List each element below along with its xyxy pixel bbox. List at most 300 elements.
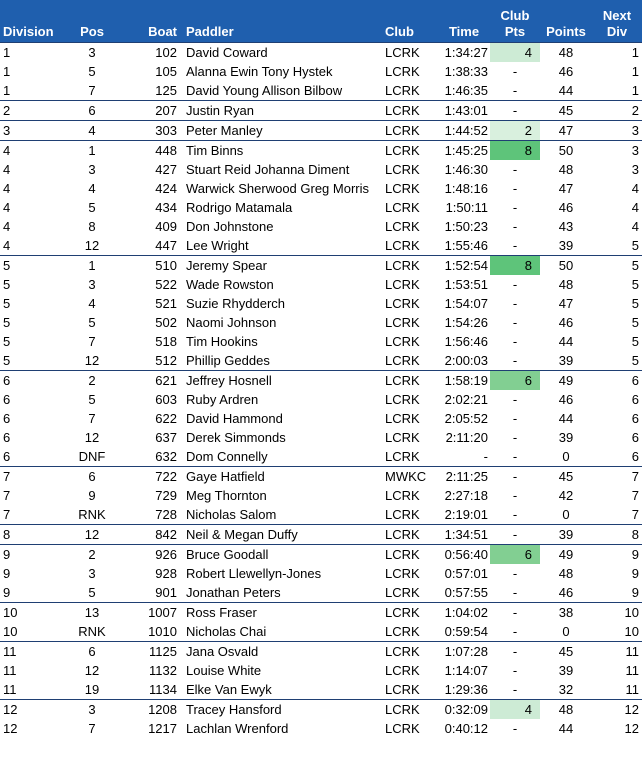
header-row (0, 0, 642, 43)
cell-pos: 12 (62, 525, 122, 545)
cell-pos: 4 (88, 296, 96, 311)
cell-club: LCRK (385, 181, 420, 196)
cell-division: 5 (3, 315, 11, 330)
table-row (0, 486, 642, 505)
cell-pos: 3 (62, 43, 122, 63)
cell-boat: 434 (155, 200, 177, 215)
cell-time: 0:57:01 (444, 566, 488, 581)
cell-next-div: 9 (631, 566, 639, 581)
cell-boat: 1132 (149, 663, 177, 678)
cell-club: LCRK (385, 315, 420, 330)
table-row (0, 275, 642, 294)
table-row (0, 680, 642, 700)
cell-next-div: 7 (631, 488, 639, 503)
cell-time: 1:34:27 (438, 43, 490, 63)
cell-time: 1:46:30 (444, 162, 488, 177)
cell-division: 5 (3, 334, 11, 349)
cell-paddler: Phillip Geddes (186, 353, 270, 368)
header-club: Club (385, 24, 414, 39)
cell-points: 45 (540, 101, 592, 121)
table-row (0, 294, 642, 313)
cell-division: 4 (3, 162, 11, 177)
cell-next-div: 1 (592, 43, 642, 63)
cell-time: - (483, 449, 488, 464)
cell-points: 47 (540, 121, 592, 141)
cell-next-div: 7 (631, 507, 639, 522)
cell-club: LCRK (385, 392, 420, 407)
cell-paddler: David Coward (180, 43, 382, 63)
cell-pos: 12 (84, 663, 100, 678)
cell-boat: 1007 (122, 603, 180, 623)
cell-time: 1:54:26 (444, 315, 488, 330)
cell-pos: 6 (62, 101, 122, 121)
cell-next-div: 3 (592, 121, 642, 141)
cell-pos: 4 (88, 181, 96, 196)
cell-points: 46 (558, 200, 574, 215)
cell-time: 1:44:52 (438, 121, 490, 141)
cell-division: 2 (0, 101, 62, 121)
cell-club: LCRK (385, 64, 420, 79)
cell-club-pts: - (512, 64, 518, 79)
cell-time: 1:53:51 (444, 277, 488, 292)
cell-pos: 3 (88, 277, 96, 292)
cell-pos: 12 (84, 353, 100, 368)
cell-pos: 5 (88, 200, 96, 215)
cell-paddler: Bruce Goodall (180, 545, 382, 565)
cell-time: 1:04:02 (438, 603, 490, 623)
cell-paddler: Jonathan Peters (186, 585, 281, 600)
cell-boat: 447 (155, 238, 177, 253)
cell-division: 5 (3, 296, 11, 311)
cell-paddler: Jeremy Spear (180, 256, 382, 276)
cell-club-pts: - (512, 663, 518, 678)
cell-points: 49 (540, 371, 592, 391)
cell-time: 2:05:52 (444, 411, 488, 426)
table-row (0, 661, 642, 680)
table-row (0, 505, 642, 525)
cell-points: 39 (558, 430, 574, 445)
cell-boat: 510 (122, 256, 180, 276)
cell-time: 2:11:25 (438, 467, 490, 487)
cell-division: 6 (3, 449, 11, 464)
table-row (0, 62, 642, 81)
cell-points: 39 (540, 525, 592, 545)
table-row (0, 313, 642, 332)
cell-boat: 518 (155, 334, 177, 349)
cell-paddler: Derek Simmonds (186, 430, 286, 445)
cell-paddler: Elke Van Ewyk (186, 682, 272, 697)
cell-club: LCRK (385, 219, 420, 234)
cell-boat: 622 (155, 411, 177, 426)
cell-next-div: 4 (631, 181, 639, 196)
cell-pos: 1 (62, 256, 122, 276)
cell-club-pts: - (512, 181, 518, 196)
cell-division: 7 (3, 507, 11, 522)
cell-pos: 6 (62, 467, 122, 487)
cell-paddler: Meg Thornton (186, 488, 267, 503)
cell-division: 11 (0, 642, 62, 662)
cell-club-pts: - (512, 200, 518, 215)
header-pos: Pos (80, 24, 104, 39)
table-row (0, 447, 642, 467)
cell-division: 5 (0, 256, 62, 276)
cell-boat: 603 (155, 392, 177, 407)
cell-time: 1:50:11 (445, 200, 488, 215)
cell-division: 6 (0, 371, 62, 391)
cell-pos: 7 (88, 721, 96, 736)
cell-club-pts: 8 (490, 256, 540, 276)
cell-club: LCRK (385, 430, 420, 445)
cell-boat: 637 (155, 430, 177, 445)
cell-next-div: 11 (625, 663, 639, 678)
header-points: Points (546, 24, 586, 39)
cell-points: 48 (558, 162, 574, 177)
cell-pos: 12 (84, 430, 100, 445)
cell-pos: 7 (88, 411, 96, 426)
cell-paddler: Lachlan Wrenford (186, 721, 289, 736)
cell-points: 38 (540, 603, 592, 623)
cell-paddler: Don Johnstone (186, 219, 274, 234)
cell-boat: 842 (122, 525, 180, 545)
cell-paddler: Ruby Ardren (186, 392, 259, 407)
cell-paddler: Warwick Sherwood Greg Morris (186, 181, 370, 196)
cell-time: 1:07:28 (438, 642, 490, 662)
cell-paddler: Robert Llewellyn-Jones (186, 566, 322, 581)
cell-points: 47 (558, 296, 574, 311)
cell-pos: 13 (62, 603, 122, 623)
table-row (0, 371, 642, 391)
cell-boat: 424 (155, 181, 177, 196)
cell-pos: 5 (88, 585, 96, 600)
table-row (0, 390, 642, 409)
cell-club-pts: - (512, 721, 518, 736)
cell-points: 0 (562, 449, 570, 464)
cell-paddler: Stuart Reid Johanna Diment (186, 162, 350, 177)
cell-pos: 4 (62, 121, 122, 141)
cell-club-pts: - (512, 430, 518, 445)
cell-club: LCRK (385, 411, 420, 426)
cell-paddler: Alanna Ewin Tony Hystek (186, 64, 333, 79)
cell-club: LCRK (385, 566, 420, 581)
cell-division: 9 (3, 585, 11, 600)
cell-time: 1:14:07 (444, 663, 488, 678)
header-paddler: Paddler (186, 24, 234, 39)
cell-boat: 502 (155, 315, 177, 330)
cell-boat: 303 (122, 121, 180, 141)
cell-pos: 7 (88, 83, 96, 98)
cell-points: 39 (558, 663, 574, 678)
cell-paddler: Nicholas Chai (186, 624, 267, 639)
cell-next-div: 12 (624, 721, 639, 736)
cell-division: 1 (3, 83, 11, 98)
cell-pos: RNK (78, 624, 106, 639)
table-row (0, 217, 642, 236)
table-row (0, 351, 642, 371)
cell-boat: 729 (155, 488, 177, 503)
cell-division: 12 (0, 700, 62, 720)
cell-next-div: 6 (631, 430, 639, 445)
cell-time: 2:00:03 (444, 353, 488, 368)
cell-club-pts: - (512, 334, 518, 349)
cell-next-div: 10 (624, 624, 639, 639)
cell-division: 8 (0, 525, 62, 545)
cell-club: LCRK (385, 83, 420, 98)
cell-pos: 19 (84, 682, 100, 697)
cell-club: LCRK (385, 585, 420, 600)
cell-points: 48 (540, 700, 592, 720)
cell-club-pts: - (512, 277, 518, 292)
cell-club: LCRK (385, 200, 420, 215)
cell-club: LCRK (385, 238, 420, 253)
cell-points: 48 (540, 43, 592, 63)
cell-division: 4 (0, 141, 62, 161)
cell-club-pts: 8 (490, 141, 540, 161)
cell-next-div: 11 (625, 682, 639, 697)
cell-time: 2:27:18 (444, 488, 488, 503)
cell-next-div: 4 (631, 219, 639, 234)
cell-pos: 8 (88, 219, 96, 234)
cell-boat: 512 (155, 353, 177, 368)
cell-club-pts: - (490, 642, 540, 662)
table-row (0, 81, 642, 101)
cell-division: 4 (3, 238, 11, 253)
cell-time: 1:52:54 (438, 256, 490, 276)
cell-paddler: Rodrigo Matamala (186, 200, 293, 215)
cell-division: 12 (3, 721, 18, 736)
cell-pos: 5 (88, 392, 96, 407)
table-row (0, 583, 642, 603)
cell-pos: 2 (62, 545, 122, 565)
cell-club: MWKC (382, 467, 438, 487)
cell-paddler: Naomi Johnson (186, 315, 277, 330)
cell-points: 0 (562, 624, 570, 639)
cell-club: LCRK (385, 663, 420, 678)
cell-pos: 3 (88, 566, 96, 581)
cell-pos: 6 (62, 642, 122, 662)
cell-club: LCRK (382, 256, 438, 276)
cell-next-div: 5 (631, 238, 639, 253)
cell-club: LCRK (382, 101, 438, 121)
cell-time: 1:58:19 (438, 371, 490, 391)
cell-time: 1:46:35 (444, 83, 488, 98)
cell-time: 2:11:20 (445, 430, 488, 445)
cell-time: 0:32:09 (438, 700, 490, 720)
cell-boat: 722 (122, 467, 180, 487)
cell-paddler: Wade Rowston (186, 277, 274, 292)
cell-next-div: 5 (631, 334, 639, 349)
cell-club-pts: - (512, 682, 518, 697)
cell-points: 44 (558, 721, 574, 736)
table-row (0, 332, 642, 351)
cell-next-div: 5 (631, 353, 639, 368)
table-row (0, 141, 642, 161)
cell-club-pts: - (490, 603, 540, 623)
table-row (0, 236, 642, 256)
table-row (0, 101, 642, 121)
cell-next-div: 5 (631, 277, 639, 292)
cell-points: 39 (558, 238, 574, 253)
cell-boat: 928 (155, 566, 177, 581)
cell-division: 9 (0, 545, 62, 565)
table-row (0, 160, 642, 179)
cell-points: 44 (558, 334, 574, 349)
cell-next-div: 9 (592, 545, 642, 565)
cell-boat: 427 (155, 162, 177, 177)
cell-boat: 522 (155, 277, 177, 292)
cell-club-pts: - (512, 507, 518, 522)
cell-paddler: Tim Binns (180, 141, 382, 161)
table-row (0, 256, 642, 276)
cell-club: LCRK (382, 525, 438, 545)
header-club-pts (490, 0, 540, 43)
cell-next-div: 5 (592, 256, 642, 276)
cell-club: LCRK (385, 334, 420, 349)
cell-points: 46 (558, 64, 574, 79)
cell-points: 45 (540, 467, 592, 487)
cell-points: 44 (558, 83, 574, 98)
cell-club-pts: - (512, 219, 518, 234)
cell-boat: 125 (155, 83, 177, 98)
cell-club: LCRK (382, 545, 438, 565)
cell-time: 2:02:21 (444, 392, 488, 407)
cell-club-pts: - (512, 585, 518, 600)
cell-pos: 5 (88, 64, 96, 79)
cell-division: 9 (3, 566, 11, 581)
cell-club: LCRK (385, 488, 420, 503)
cell-time: 1:45:25 (438, 141, 490, 161)
cell-boat: 728 (155, 507, 177, 522)
cell-next-div: 1 (631, 83, 639, 98)
cell-time: 1:50:23 (444, 219, 488, 234)
cell-next-div: 4 (631, 200, 639, 215)
cell-time: 0:57:55 (444, 585, 488, 600)
cell-next-div: 8 (592, 525, 642, 545)
cell-next-div: 6 (631, 392, 639, 407)
cell-boat: 1134 (149, 682, 177, 697)
cell-boat: 105 (155, 64, 177, 79)
cell-paddler: Tim Hookins (186, 334, 258, 349)
cell-club: LCRK (385, 353, 420, 368)
cell-club: LCRK (382, 642, 438, 662)
cell-time: 1:48:16 (444, 181, 488, 196)
cell-pos: DNF (78, 449, 106, 464)
cell-boat: 448 (122, 141, 180, 161)
table-row (0, 719, 642, 738)
table-row (0, 525, 642, 545)
cell-boat: 1125 (122, 642, 180, 662)
cell-time: 1:43:01 (438, 101, 490, 121)
cell-division: 5 (3, 353, 11, 368)
header-next-div-line1: Next (602, 8, 632, 23)
cell-club: LCRK (385, 162, 420, 177)
cell-pos: 2 (62, 371, 122, 391)
cell-boat: 207 (122, 101, 180, 121)
cell-club: LCRK (382, 43, 438, 63)
results-body (0, 43, 642, 739)
cell-paddler: Lee Wright (186, 238, 249, 253)
cell-club-pts: - (512, 296, 518, 311)
cell-points: 45 (540, 642, 592, 662)
cell-points: 49 (540, 545, 592, 565)
cell-boat: 926 (122, 545, 180, 565)
cell-points: 39 (558, 353, 574, 368)
cell-pos: 7 (88, 334, 96, 349)
cell-time: 1:56:46 (444, 334, 488, 349)
cell-club: LCRK (382, 141, 438, 161)
cell-club-pts: - (512, 449, 518, 464)
cell-club-pts: 4 (490, 43, 540, 63)
cell-time: 1:29:36 (444, 682, 488, 697)
cell-club: LCRK (385, 721, 420, 736)
table-row (0, 179, 642, 198)
header-club-pts-line1: Club (500, 8, 530, 23)
table-row (0, 603, 642, 623)
cell-time: 0:59:54 (444, 624, 488, 639)
cell-next-div: 3 (592, 141, 642, 161)
cell-time: 1:34:51 (438, 525, 490, 545)
table-row (0, 198, 642, 217)
cell-division: 4 (3, 219, 11, 234)
cell-paddler: Suzie Rhydderch (186, 296, 285, 311)
cell-paddler: Dom Connelly (186, 449, 268, 464)
cell-club-pts: - (512, 624, 518, 639)
cell-paddler: Peter Manley (180, 121, 382, 141)
cell-paddler: Tracey Hansford (180, 700, 382, 720)
cell-club: LCRK (382, 603, 438, 623)
cell-club-pts: - (512, 315, 518, 330)
cell-paddler: David Hammond (186, 411, 283, 426)
cell-time: 1:55:46 (444, 238, 488, 253)
cell-boat: 409 (155, 219, 177, 234)
cell-points: 46 (558, 585, 574, 600)
cell-boat: 632 (155, 449, 177, 464)
cell-boat: 901 (155, 585, 177, 600)
cell-time: 2:19:01 (444, 507, 488, 522)
cell-club: LCRK (385, 507, 420, 522)
cell-points: 0 (562, 507, 570, 522)
cell-points: 48 (558, 566, 574, 581)
cell-division: 6 (3, 411, 11, 426)
cell-pos: 9 (88, 488, 96, 503)
cell-next-div: 1 (631, 64, 639, 79)
header-boat: Boat (148, 24, 177, 39)
cell-division: 5 (3, 277, 11, 292)
cell-points: 46 (558, 392, 574, 407)
cell-next-div: 6 (592, 371, 642, 391)
cell-division: 7 (3, 488, 11, 503)
cell-division: 7 (0, 467, 62, 487)
cell-club-pts: 4 (490, 700, 540, 720)
cell-next-div: 11 (592, 642, 642, 662)
cell-club-pts: 6 (490, 545, 540, 565)
cell-club-pts: - (512, 566, 518, 581)
cell-club-pts: 6 (490, 371, 540, 391)
cell-time: 1:38:33 (444, 64, 488, 79)
cell-points: 47 (558, 181, 574, 196)
cell-division: 11 (3, 682, 17, 697)
cell-paddler: Ross Fraser (180, 603, 382, 623)
cell-division: 3 (0, 121, 62, 141)
cell-paddler: Justin Ryan (180, 101, 382, 121)
cell-division: 10 (0, 603, 62, 623)
cell-club: LCRK (385, 277, 420, 292)
header-next-div-line2: Div (606, 24, 628, 39)
cell-club-pts: - (490, 525, 540, 545)
cell-boat: 102 (122, 43, 180, 63)
cell-club-pts: - (512, 411, 518, 426)
cell-club: LCRK (385, 296, 420, 311)
table-row (0, 700, 642, 720)
